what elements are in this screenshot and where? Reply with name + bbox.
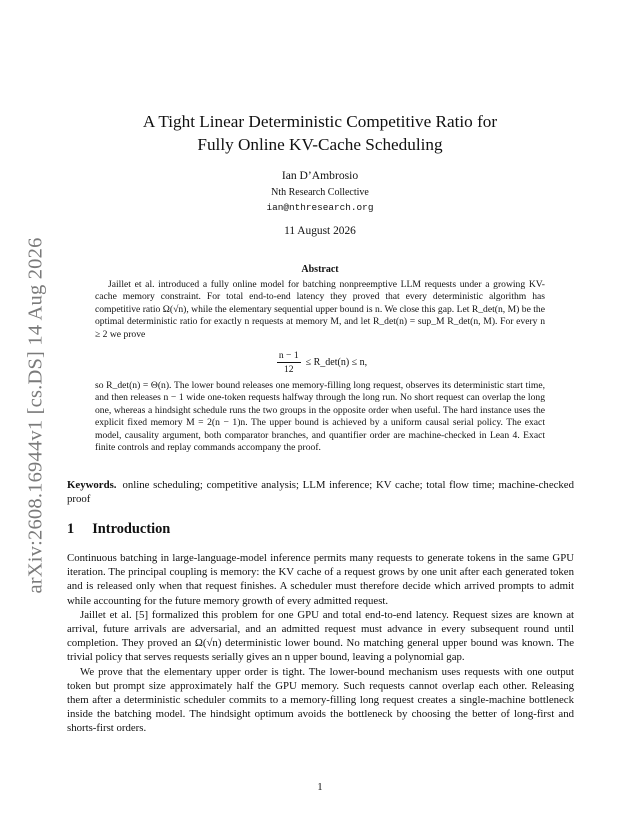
keywords-text: online scheduling; competitive analysis; LLM inference; KV cache; total flow time; machine-checked proof bbox=[67, 479, 574, 505]
section-heading bbox=[67, 521, 170, 538]
section-title: Introduction bbox=[92, 521, 171, 537]
title-line-1: A Tight Linear Deterministic Competitive Ratio for bbox=[142, 112, 498, 131]
abstract-paragraph-1 bbox=[95, 279, 545, 341]
abstract-heading: Abstract bbox=[301, 264, 339, 275]
title-line-2: Fully Online KV-Cache Scheduling bbox=[197, 135, 443, 154]
section-body bbox=[67, 551, 574, 736]
author-affiliation: Nth Research Collective bbox=[271, 187, 369, 198]
body-paragraph: Continuous batching in large-language-model inference permits many requests to generate tokens in the same GPU iteration. The principal coupling is memory: the KV cache of a request grows by one unit after each generated token and is released only when that request finishes. A scheduler must therefore decide which arrived prompts to admit while accounting for the future memory growth of every admitted request. bbox=[67, 552, 574, 607]
fraction bbox=[277, 350, 301, 375]
keywords bbox=[67, 478, 574, 506]
page-number: 1 bbox=[317, 781, 323, 793]
abstract-text-1: Jaillet et al. introduced a fully online model for batching nonpreemptive LLM requests under a growing KV-cache memory constraint. For total end-to-end latency they proved that every deterministic algorithm has competitive ratio Ω(√n), while the elementary sequential upper bound is n. We close this gap. Let R_det(n, M) be the optimal deterministic ratio for exactly n requests at memory M, and let R_det(n) = sup_M R_det(n, M). For every n ≥ 2 we prove bbox=[95, 279, 545, 340]
abstract-text-2: so R_det(n) = Θ(n). The lower bound releases one memory-filling long request, observes its deterministic start time, and then releases n − 1 wide one-token requests halfway through the long run. No short request can overlap the long one, whereas a hindsight schedule runs the two groups in the opposite order when useful. The hard instance uses the explicit fixed memory M = 2(n − 1)n. The upper bound is achieved by a uniform causal serial policy. The exact model, causality argument, both comparator branches, and quantifier order are machine-checked in Lean 4. Exact finite controls and replay commands accompany the proof. bbox=[95, 380, 545, 454]
fraction-denominator: 12 bbox=[283, 363, 294, 375]
body-paragraph: We prove that the elementary upper order is tight. The lower-bound mechanism uses requests with one output token but prompt size approximately half the GPU memory. Such requests cannot overlap each other. Releasing them after a deterministic scheduler commits to a memory-filling long request creates a single-machine bottleneck inside the batching model. The hindsight optimum avoids the bottleneck by choosing the better of long-first and shorts-first orders. bbox=[67, 665, 574, 735]
author-block bbox=[170, 168, 470, 214]
main-inequality bbox=[262, 348, 382, 376]
paper-date: 11 August 2026 bbox=[284, 225, 356, 237]
body-paragraph: Jaillet et al. [5] formalized this problem for one GPU and total end-to-end latency. Request sizes are known at arrival, future arrivals are adversarial, and an admitted request must advance in every subsequent round until completion. They proved an Ω(√n) deterministic lower bound. No matching general upper bound was known. The trivial policy that serves requests serially gives an n upper bound, leaving a polynomial gap. bbox=[67, 608, 574, 664]
inequality-rest: ≤ R_det(n) ≤ n, bbox=[305, 356, 368, 368]
keywords-label: Keywords. bbox=[67, 479, 117, 491]
paper-title bbox=[90, 110, 550, 156]
section-number: 1 bbox=[67, 521, 75, 537]
author-email: ian@nthresearch.org bbox=[266, 202, 374, 213]
abstract-paragraph-2 bbox=[95, 380, 545, 454]
author-name: Ian D’Ambrosio bbox=[281, 169, 359, 182]
fraction-numerator: n − 1 bbox=[278, 349, 299, 361]
arxiv-identifier: arXiv:2608.16944v1 [cs.DS] 14 Aug 2026 bbox=[24, 236, 47, 594]
